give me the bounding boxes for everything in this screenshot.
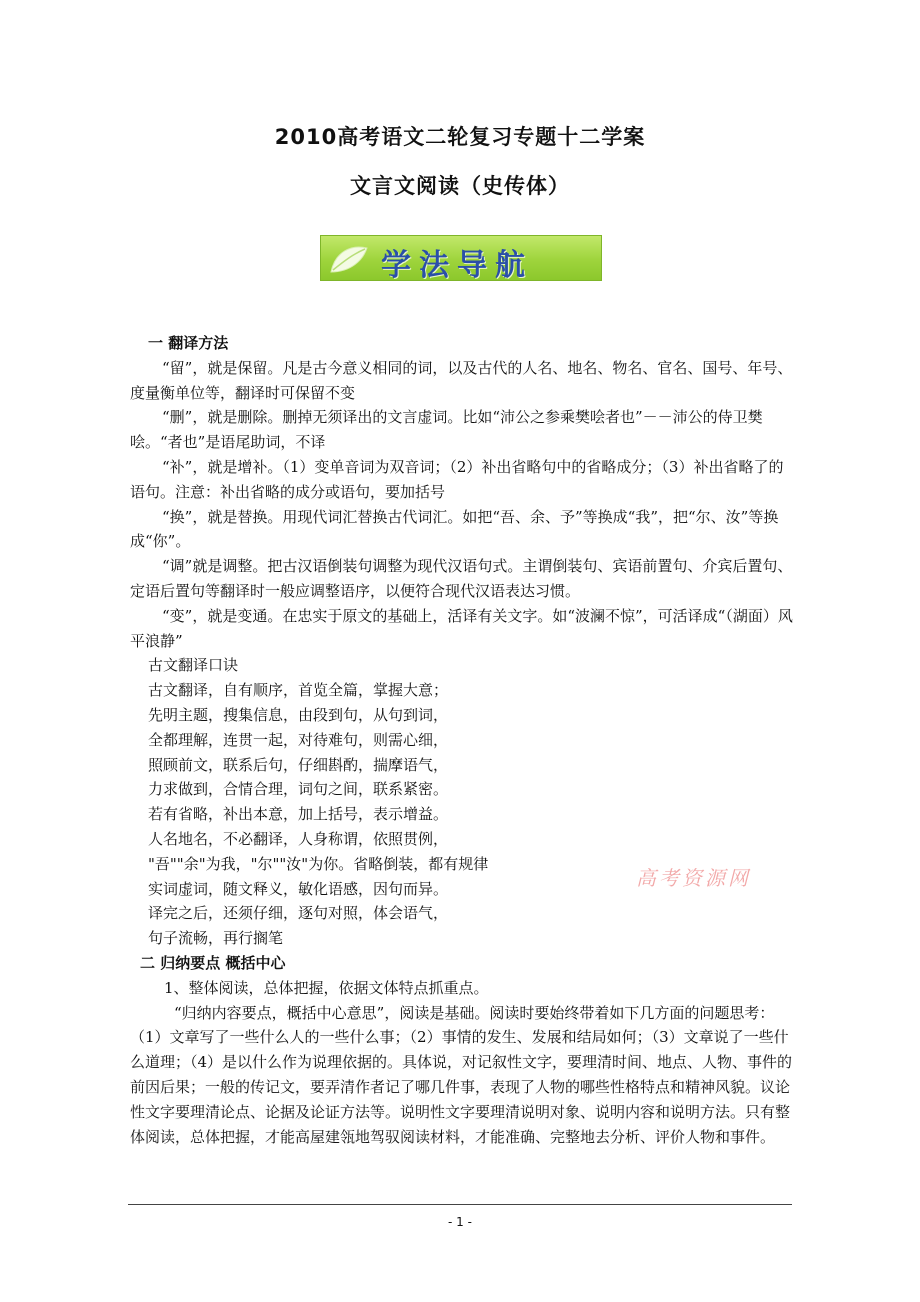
point-item: 1、整体阅读，总体把握，依据文体特点抓重点。: [164, 978, 489, 997]
poem-line: 力求做到，合情合理，词句之间，联系紧密。: [148, 780, 449, 799]
watermark: 高考资源网: [636, 866, 751, 890]
poem-line: "吾""余"为我，"尔""汝"为你。省略倒装，都有规律: [148, 854, 489, 873]
poem-line: 实词虚词，随文释义，敏化语感，因句而异。: [148, 879, 449, 898]
banner-text: 学法导航: [381, 248, 533, 281]
paragraph: “换”，就是替换。用现代词汇替换古代词汇。如把“吾、余、予”等换成“我”，把“尔、汝”等换成“你”。: [130, 507, 779, 551]
leaf-icon: [327, 242, 371, 276]
page-number: - 1 -: [448, 1215, 472, 1229]
poem-title: 古文翻译口诀: [148, 656, 239, 675]
poem-line: 全都理解，连贯一起，对待难句，则需心细，: [148, 730, 449, 749]
document-title: 2010高考语文二轮复习专题十二学案: [274, 125, 646, 149]
footer-divider: [128, 1204, 792, 1205]
poem-line: 译完之后，还须仔细，逐句对照，体会语气，: [148, 904, 449, 923]
document-subtitle: 文言文阅读（史传体）: [350, 174, 570, 198]
paragraph: “变”，就是变通。在忠实于原文的基础上，活译有关文字。如“波澜不惊”，可活译成“（湖面）风平浪静”: [130, 606, 793, 650]
poem-line: 人名地名，不必翻译，人身称谓，依照贯例，: [148, 829, 449, 848]
poem-line: 古文翻译，自有顺序，首览全篇，掌握大意；: [148, 681, 449, 700]
paragraph: “补”，就是增补。（1）变单音词为双音词；（2）补出省略句中的省略成分；（3）补出省略了的语句。注意：补出省略的成分或语句，要加括号: [130, 457, 784, 501]
section-heading: 一 翻译方法: [148, 334, 229, 352]
paragraph: “调”就是调整。把古汉语倒装句调整为现代汉语句式。主谓倒装句、宾语前置句、介宾后置句、定语后置句等翻译时一般应调整语序，以便符合现代汉语表达习惯。: [130, 557, 793, 600]
poem-line: 先明主题，搜集信息，由段到句，从句到词，: [148, 705, 449, 724]
study-guide-banner: [320, 235, 602, 281]
poem-line: 若有省略，补出本意，加上括号，表示增益。: [148, 805, 449, 824]
section-heading: 二 归纳要点 概括中心: [140, 953, 286, 972]
poem-line: 句子流畅，再行搁笔: [148, 929, 284, 948]
paragraph: “归纳内容要点，概括中心意思”，阅读是基础。阅读时要始终带着如下几方面的问题思考：（1）文章写了一些什么人的一些什么事；（2）事情的发生、发展和结局如何；（3）文章说了一些什么道理；（4）是以什么作为说理依据的。具体说，对记叙性文字，要理清时间、地点、人物、事件的前因后果；一般的传记文，要弄清作者记了哪几件事，表现了人物的哪些性格特点和精神风貌。议论性文字要理清论点、论据及论证方法等。说明性文字要理清说明对象、说明内容和说明方法。只有整体阅读，总体把握，才能高屋建瓴地驾驭阅读材料，才能准确、完整地去分析、评价人物和事件。: [130, 1003, 793, 1146]
document-body: [130, 331, 795, 1149]
poem-line: 照顾前文，联系后句，仔细斟酌，揣摩语气，: [148, 755, 449, 774]
paragraph: “留”，就是保留。凡是古今意义相同的词，以及古代的人名、地名、物名、官名、国号、年号、度量衡单位等，翻译时可保留不变: [130, 358, 793, 402]
paragraph: “删”，就是删除。删掉无须译出的文言虚词。比如“沛公之参乘樊哙者也”－－沛公的侍卫樊哙。“者也”是语尾助词，不译: [130, 408, 763, 452]
